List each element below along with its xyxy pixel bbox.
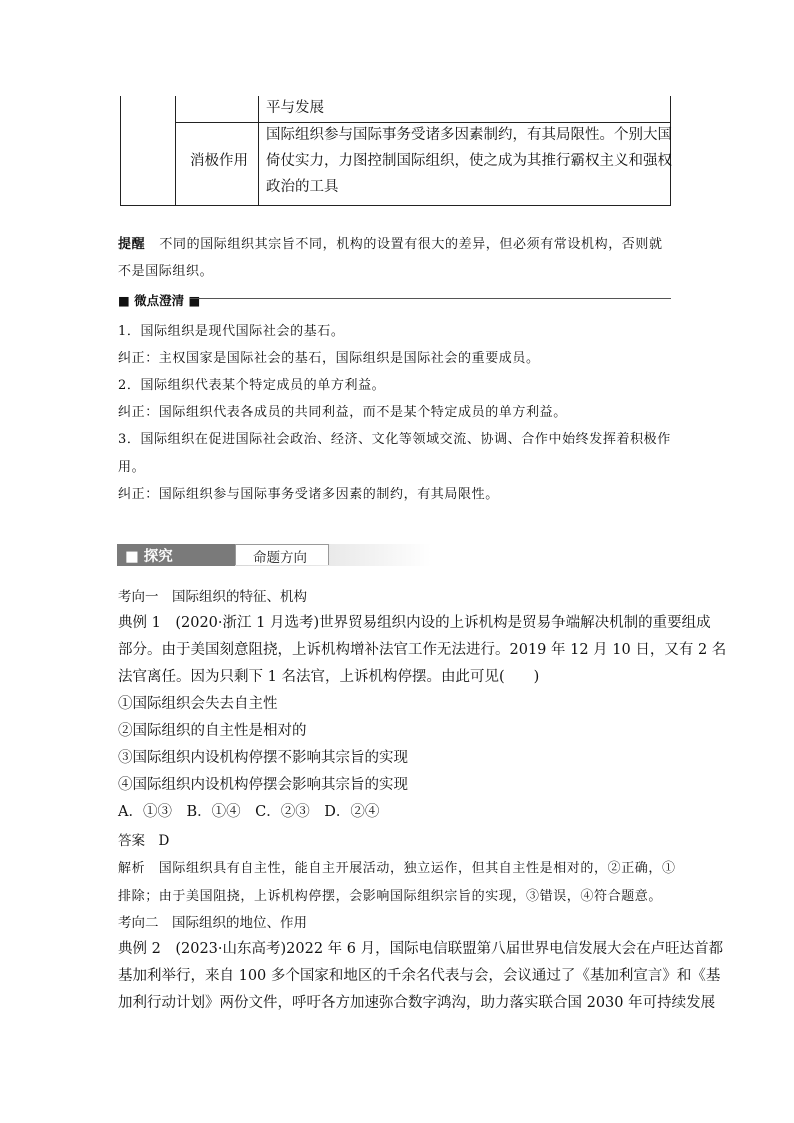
topic-heading: 考向一 国际组织的特征、机构: [118, 589, 307, 605]
body-line: 加利行动计划》两份文件，呼吁各方加速弥合数字鸿沟，助力落实联合国 2030 年可持续发展: [118, 995, 716, 1011]
reminder-label: 提醒: [118, 237, 146, 252]
body-line: 法官离任。因为只剩下 1 名法官，上诉机构停摆。由此可见( ): [118, 669, 540, 685]
table-border-bottom: [120, 205, 671, 206]
clarify-line: 纠正：主权国家是国际社会的基石，国际组织是国际社会的重要成员。: [118, 351, 540, 366]
body-line: 基加利举行，来自 100 多个国家和地区的千余名代表与会，会议通过了《基加利宣言》和《基: [118, 968, 721, 984]
option-line: ②国际组织的自主性是相对的: [118, 723, 307, 739]
option-line: ③国际组织内设机构停摆不影响其宗旨的实现: [118, 750, 408, 766]
clarify-line: 纠正：国际组织参与国际事务受诸多因素的制约，有其局限性。: [118, 487, 499, 502]
reminder-line: [118, 233, 663, 252]
clarify-line: 纠正：国际组织代表各成员的共同利益，而不是某个特定成员的单方利益。: [118, 405, 567, 420]
clarify-line: 3．国际组织在促进国际社会政治、经济、文化等领域交流、协调、合作中始终发挥着积极作: [118, 432, 671, 447]
table-divider-col1: [175, 96, 176, 206]
reminder-line: 不是国际组织。: [118, 264, 214, 279]
table-cell-line: 国际组织参与国际事务受诸多因素制约，有其局限性。个别大国: [266, 127, 672, 143]
analysis-line: 排除；由于美国阻挠，上诉机构停摆，会影响国际组织宗旨的实现，③错误，④符合题意。: [118, 889, 663, 904]
table-cell-line: 政治的工具: [266, 179, 339, 195]
banner-subtitle: 命题方向: [253, 550, 307, 566]
table-border-left: [120, 96, 121, 206]
table-row-label: 消极作用: [190, 153, 248, 169]
body-line: 典例 1 (2020·浙江 1 月选考)世界贸易组织内设的上诉机构是贸易争端解决机制的重要组成: [118, 615, 711, 631]
section-heading: ■ 微点澄清 ■: [118, 293, 201, 308]
section-banner: [117, 544, 431, 566]
table-cell-line: 倚仗实力，力图控制国际组织，使之成为其推行霸权主义和强权: [266, 153, 672, 169]
table-cell-text: 平与发展: [266, 100, 324, 116]
table-divider-col2: [258, 96, 259, 206]
body-line: 典例 2 (2023·山东高考)2022 年 6 月，国际电信联盟第八届世界电信发展大会在卢旺达首都: [118, 941, 724, 957]
analysis-line: 解析 国际组织具有自主性，能自主开展活动，独立运作，但其自主性是相对的，②正确，①: [118, 861, 676, 876]
banner-title: ■ 探究: [125, 549, 173, 565]
clarify-line: 用。: [118, 460, 146, 475]
clarify-line: 1．国际组织是现代国际社会的基石。: [118, 324, 345, 339]
section-rule: [190, 298, 671, 299]
topic-heading: 考向二 国际组织的地位、作用: [118, 915, 307, 931]
reminder-text: 不同的国际组织其宗旨不同，机构的设置有很大的差异，但必须有常设机构，否则就: [159, 237, 663, 252]
body-line: 部分。由于美国刻意阻挠，上诉机构增补法官工作无法进行。2019 年 12 月 10 日，又有 2 名: [118, 642, 727, 658]
content-table: [120, 96, 671, 206]
option-line: ④国际组织内设机构停摆会影响其宗旨的实现: [118, 777, 408, 793]
answer-line: 答案 D: [118, 833, 170, 849]
clarify-line: 2．国际组织代表某个特定成员的单方利益。: [118, 378, 386, 393]
choices-line: A．①③ B．①④ C．②③ D．②④: [118, 804, 380, 820]
option-line: ①国际组织会失去自主性: [118, 696, 278, 712]
